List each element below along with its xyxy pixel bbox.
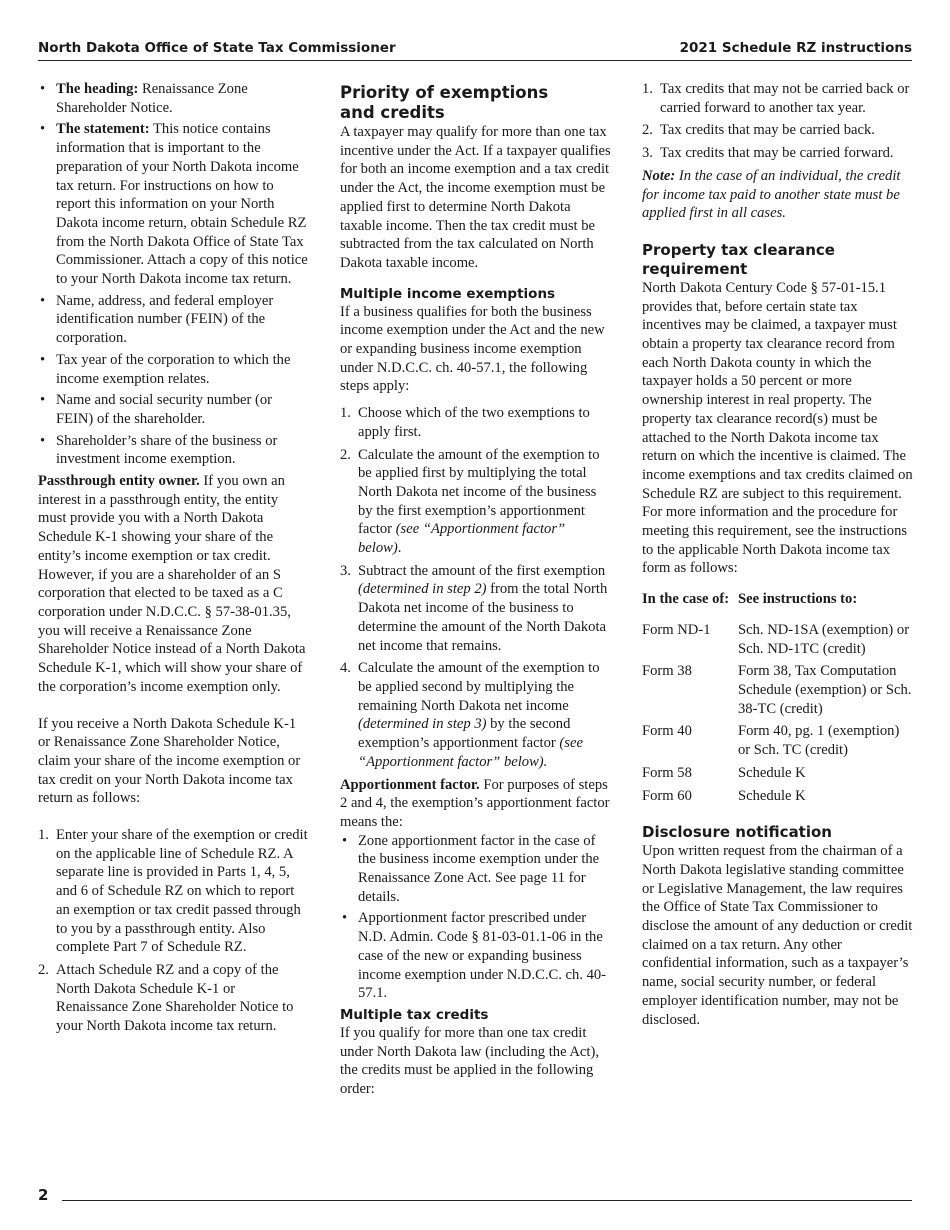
multiple-income-exemptions-heading: Multiple income exemptions (340, 285, 556, 302)
multiple-tax-credits-heading: Multiple tax credits (340, 1006, 489, 1023)
list-item: • Apportionment factor prescribed under N.D. Admin. Code § 81-03-01.1-06 in the case of the new or expanding business income exemption under N.D.C.C. ch. 40-57.1. (340, 909, 612, 1003)
note-paragraph: Note: In the case of an individual, the credit for income tax paid to another state must be applied first in all cases. (642, 167, 901, 222)
property-tax-clearance-paragraph: North Dakota Century Code § 57-01-15.1 provides that, before certain state tax incentives may be claimed, a taxpayer must obtain a property tax clearance record from each North Dakota county in which the taxpayer holds a 50 percent or more ownership interest in real property. The property tax clearance record(s) must be attached to the North Dakota income tax return on which the incentive is claimed. The income exemptions and tax credits claimed on Schedule RZ are subject to this requirement. For more information and the procedure for meeting this requirement, see the instructions to the applicable North Dakota income tax form as follows: (642, 279, 913, 577)
list-item: • Name and social security number (or FEIN) of the shareholder. (38, 391, 310, 428)
list-item: • The statement: This notice contains information that is important to the preparation of your North Dakota income tax return. For instructions on how to report this information on your North Dakota income return, obtain Schedule RZ from the North Dakota Office of State Tax Commissioner. Attach a copy of this notice to your North Dakota income tax return. (38, 120, 310, 288)
disclosure-paragraph: Upon written request from the chairman of a North Dakota legislative standing committee or Legislative Management, the law requires the Office of State Tax Commissioner to disclose the amount of any deduction or credit claimed on a tax return. Any other confidential information, such as a taxpayer’s name, social security number, or federal employer identification number, may not be disclosed. (642, 843, 913, 1028)
list-item: • Name, address, and federal employer identification number (FEIN) of the corporation. (38, 292, 310, 348)
list-item: 2. Tax credits that may be carried back. (642, 122, 875, 139)
multiple-income-exemptions-paragraph: If a business qualifies for both the business income exemption under the Act and the new or expanding business income exemption under N.D.C.C. ch. 40-57.1, the following steps apply: (340, 303, 605, 395)
list-item: 1. Choose which of the two exemptions to apply first. (340, 405, 590, 440)
credit-order-list (642, 80, 914, 163)
list-item: 2. Attach Schedule RZ and a copy of the North Dakota Schedule K-1 or Renaissance Zone Shareholder Notice to your North Dakota income tax return. (38, 961, 294, 1035)
list-item: 2. Calculate the amount of the exemption to be applied first by multiplying the total North Dakota net income of the business by the first exemption’s apportionment factor (see “Apportionment factor” below). (340, 446, 600, 557)
list-item: • Shareholder’s share of the business or investment income exemption. (38, 432, 310, 469)
exemption-steps-list (340, 404, 612, 771)
table-header-row (642, 590, 914, 621)
priority-heading: Priority of exemptions and credits (340, 83, 549, 122)
table-header-case: In the case of: (642, 591, 730, 608)
list-item: 3. Tax credits that may be carried forward. (642, 145, 894, 162)
table-header-instructions: See instructions to: (738, 591, 858, 608)
claim-steps-list (38, 826, 310, 1036)
list-item: 3. Subtract the amount of the first exemption (determined in step 2) from the total North Dakota net income of the business to determine the amount of the North Dakota net income that remains. (340, 562, 608, 654)
multiple-tax-credits-paragraph: If you qualify for more than one tax credit under North Dakota law (including the Act), the credits must be applied in the following order: (340, 1024, 599, 1098)
column-1 (38, 80, 310, 1040)
property-tax-clearance-heading: Property tax clearance requirement (642, 240, 835, 278)
table-row: Form 38 Form 38, Tax Computation Schedule (exemption) or Sch. 38-TC (credit) (642, 663, 912, 717)
column-2 (340, 80, 612, 1099)
passthrough-paragraph: Passthrough entity owner. If you own an interest in a passthrough entity, the entity must provide you with a North Dakota Schedule K-1 showing your share of the entity’s income exemption or tax credit. However, if you are a shareholder of an S corporation that elected to be taxed as a C corporation under N.D.C.C. § 57-38-01.35, you will receive a Renaissance Zone Shareholder Notice instead of a North Dakota Schedule K-1, which will show your share of the corporation’s income exemption only. (38, 473, 306, 695)
page-number: 2 (38, 1186, 49, 1204)
column-3 (642, 80, 914, 1029)
apportionment-list (340, 832, 612, 1003)
priority-paragraph: A taxpayer may qualify for more than one tax incentive under the Act. If a taxpayer qualifies for both an income exemption and a tax credit under the Act, the income exemption must be applied first to determine North Dakota taxable income. Then the tax credit must be subtracted from the tax calculated on North Dakota taxable income. (340, 124, 611, 271)
receive-paragraph: If you receive a North Dakota Schedule K-1 or Renaissance Zone Shareholder Notice, claim your share of the income exemption or tax credit on your North Dakota income tax return as follows: (38, 715, 301, 807)
table-row: Form 40 Form 40, pg. 1 (exemption) or Sch. TC (credit) (642, 723, 900, 759)
list-item: • The heading: Renaissance Zone Shareholder Notice. (38, 80, 310, 117)
list-item: 1. Tax credits that may not be carried back or carried forward to another tax year. (642, 81, 910, 116)
list-item: • Zone apportionment factor in the case of the business income exemption under the Renaissance Zone Act. See page 11 for details. (340, 832, 612, 907)
footer-rule (62, 1200, 912, 1201)
table-row: Form 58 Schedule K (642, 764, 806, 781)
table-row: Form 60 Schedule K (642, 787, 806, 804)
disclosure-heading: Disclosure notification (642, 823, 832, 842)
header-document-title: 2021 Schedule RZ instructions (679, 40, 912, 56)
form-instructions-table (642, 590, 914, 809)
list-item: 1. Enter your share of the exemption or credit on the applicable line of Schedule RZ. A separate line is provided in Parts 1, 4, 5, and 6 of Schedule RZ on which to report an exemption or tax credit passed through to you by a passthrough entity. Also complete Part 7 of Schedule RZ. (38, 827, 308, 956)
notice-contents-list (38, 80, 310, 469)
list-item: 4. Calculate the amount of the exemption to be applied second by multiplying the remaining North Dakota net income (determined in step 3) by the second exemption’s apportionment factor (see “Apportionment factor” below). (340, 660, 600, 770)
page-header (38, 40, 912, 61)
list-item: • Tax year of the corporation to which the income exemption relates. (38, 351, 310, 388)
header-agency: North Dakota Office of State Tax Commissioner (38, 40, 396, 56)
apportionment-paragraph: Apportionment factor. For purposes of steps 2 and 4, the exemption’s apportionment factor means the: (340, 776, 610, 830)
table-row: Form ND-1 Sch. ND-1SA (exemption) or Sch. ND-1TC (credit) (642, 621, 910, 657)
